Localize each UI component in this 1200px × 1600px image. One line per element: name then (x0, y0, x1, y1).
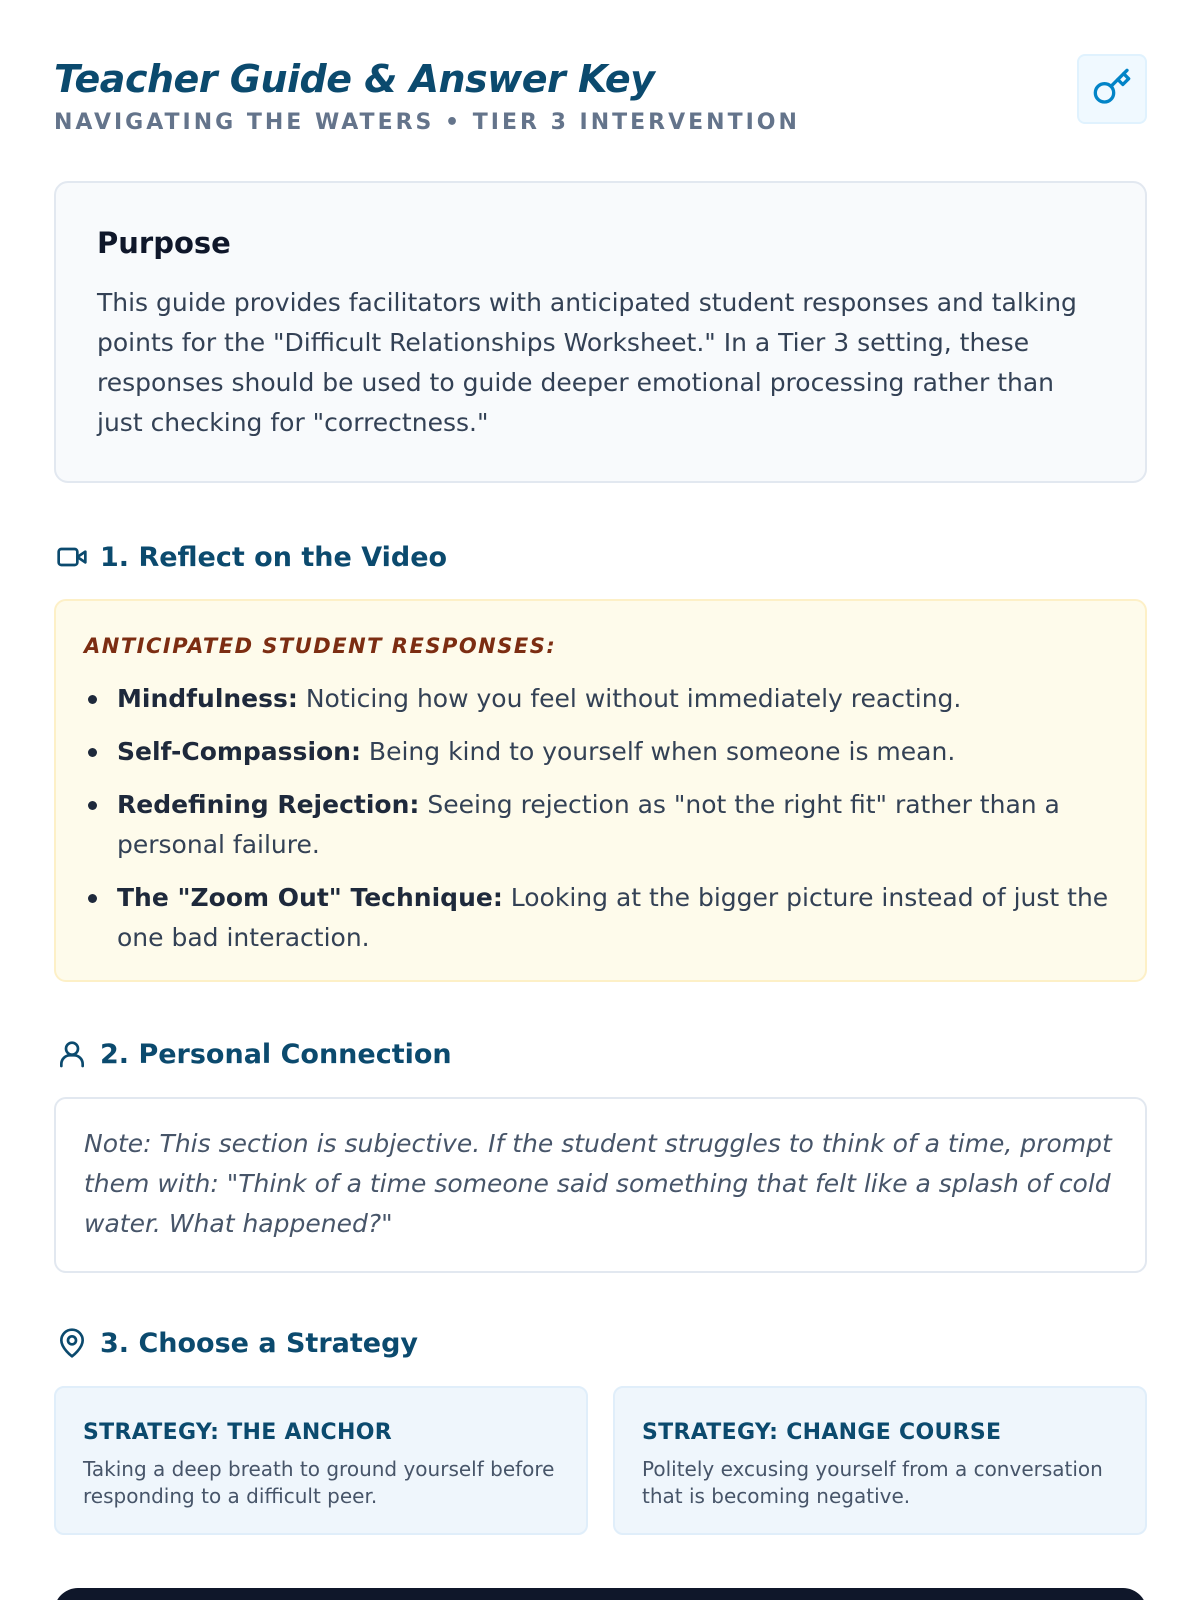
strategy-description: Taking a deep breath to ground yourself before responding to a difficult peer. (83, 1457, 555, 1508)
response-text: Noticing how you feel without immediately reacting. (297, 684, 962, 713)
response-term: Redefining Rejection: (117, 790, 420, 819)
section-strategy-title: 3. Choose a Strategy (100, 1327, 419, 1359)
list-item (84, 785, 1117, 865)
response-text: Looking at the bigger picture instead of just the one bad interaction. (117, 883, 1109, 952)
user-icon (54, 1036, 90, 1072)
list-item (84, 732, 1117, 772)
key-icon (1092, 67, 1132, 111)
list-item (84, 679, 1117, 719)
purpose-card (54, 181, 1147, 483)
section-reflect-title: 1. Reflect on the Video (100, 541, 448, 573)
video-camera-icon (54, 539, 90, 575)
anticipated-responses-box (54, 599, 1147, 982)
purpose-heading: Purpose (97, 226, 231, 260)
section-reflect-heading (54, 537, 447, 577)
response-text: Being kind to yourself when someone is mean. (360, 737, 956, 766)
map-pin-icon (54, 1325, 90, 1361)
anticipated-list (84, 679, 1117, 958)
page-header (54, 52, 1147, 142)
personal-note-box (54, 1097, 1147, 1273)
strategy-description: Politely excusing yourself from a conversation that is becoming negative. (642, 1457, 1103, 1508)
bullet-icon (88, 801, 97, 810)
strategy-card-change-course (613, 1386, 1147, 1535)
response-term: The "Zoom Out" Technique: (117, 883, 503, 912)
answer-key-button[interactable] (1077, 54, 1147, 124)
strategy-title: STRATEGY: THE ANCHOR (83, 1420, 392, 1445)
response-term: Mindfulness: (117, 684, 298, 713)
bullet-icon (88, 894, 97, 903)
response-text: Seeing rejection as "not the right fit" rather than a personal failure. (117, 790, 1060, 859)
bullet-icon (88, 695, 97, 704)
section-personal-title: 2. Personal Connection (100, 1038, 452, 1070)
personal-note: Note: This section is subjective. If the student struggles to think of a time, prompt them with: "Think of a time someone said something that felt like a splash of cold water. What happened?" (84, 1129, 1112, 1238)
page-subtitle: NAVIGATING THE WATERS • TIER 3 INTERVENTION (54, 110, 800, 135)
section-personal-heading (54, 1034, 452, 1074)
strategy-card-anchor (54, 1386, 588, 1535)
anticipated-label: ANTICIPATED STUDENT RESPONSES: (84, 634, 557, 658)
purpose-body: This guide provides facilitators with anticipated student responses and talking points for the "Difficult Relationships Worksheet." In a Tier 3 setting, these responses should be used to guide deeper emotional processing rather than just checking for "correctness." (97, 288, 1077, 437)
list-item (84, 878, 1117, 958)
strategy-title: STRATEGY: CHANGE COURSE (642, 1420, 1002, 1445)
bullet-icon (88, 748, 97, 757)
page-title: Teacher Guide & Answer Key (54, 57, 655, 101)
section-strategy-heading (54, 1323, 418, 1363)
response-term: Self-Compassion: (117, 737, 361, 766)
footer-panel (54, 1588, 1147, 1600)
